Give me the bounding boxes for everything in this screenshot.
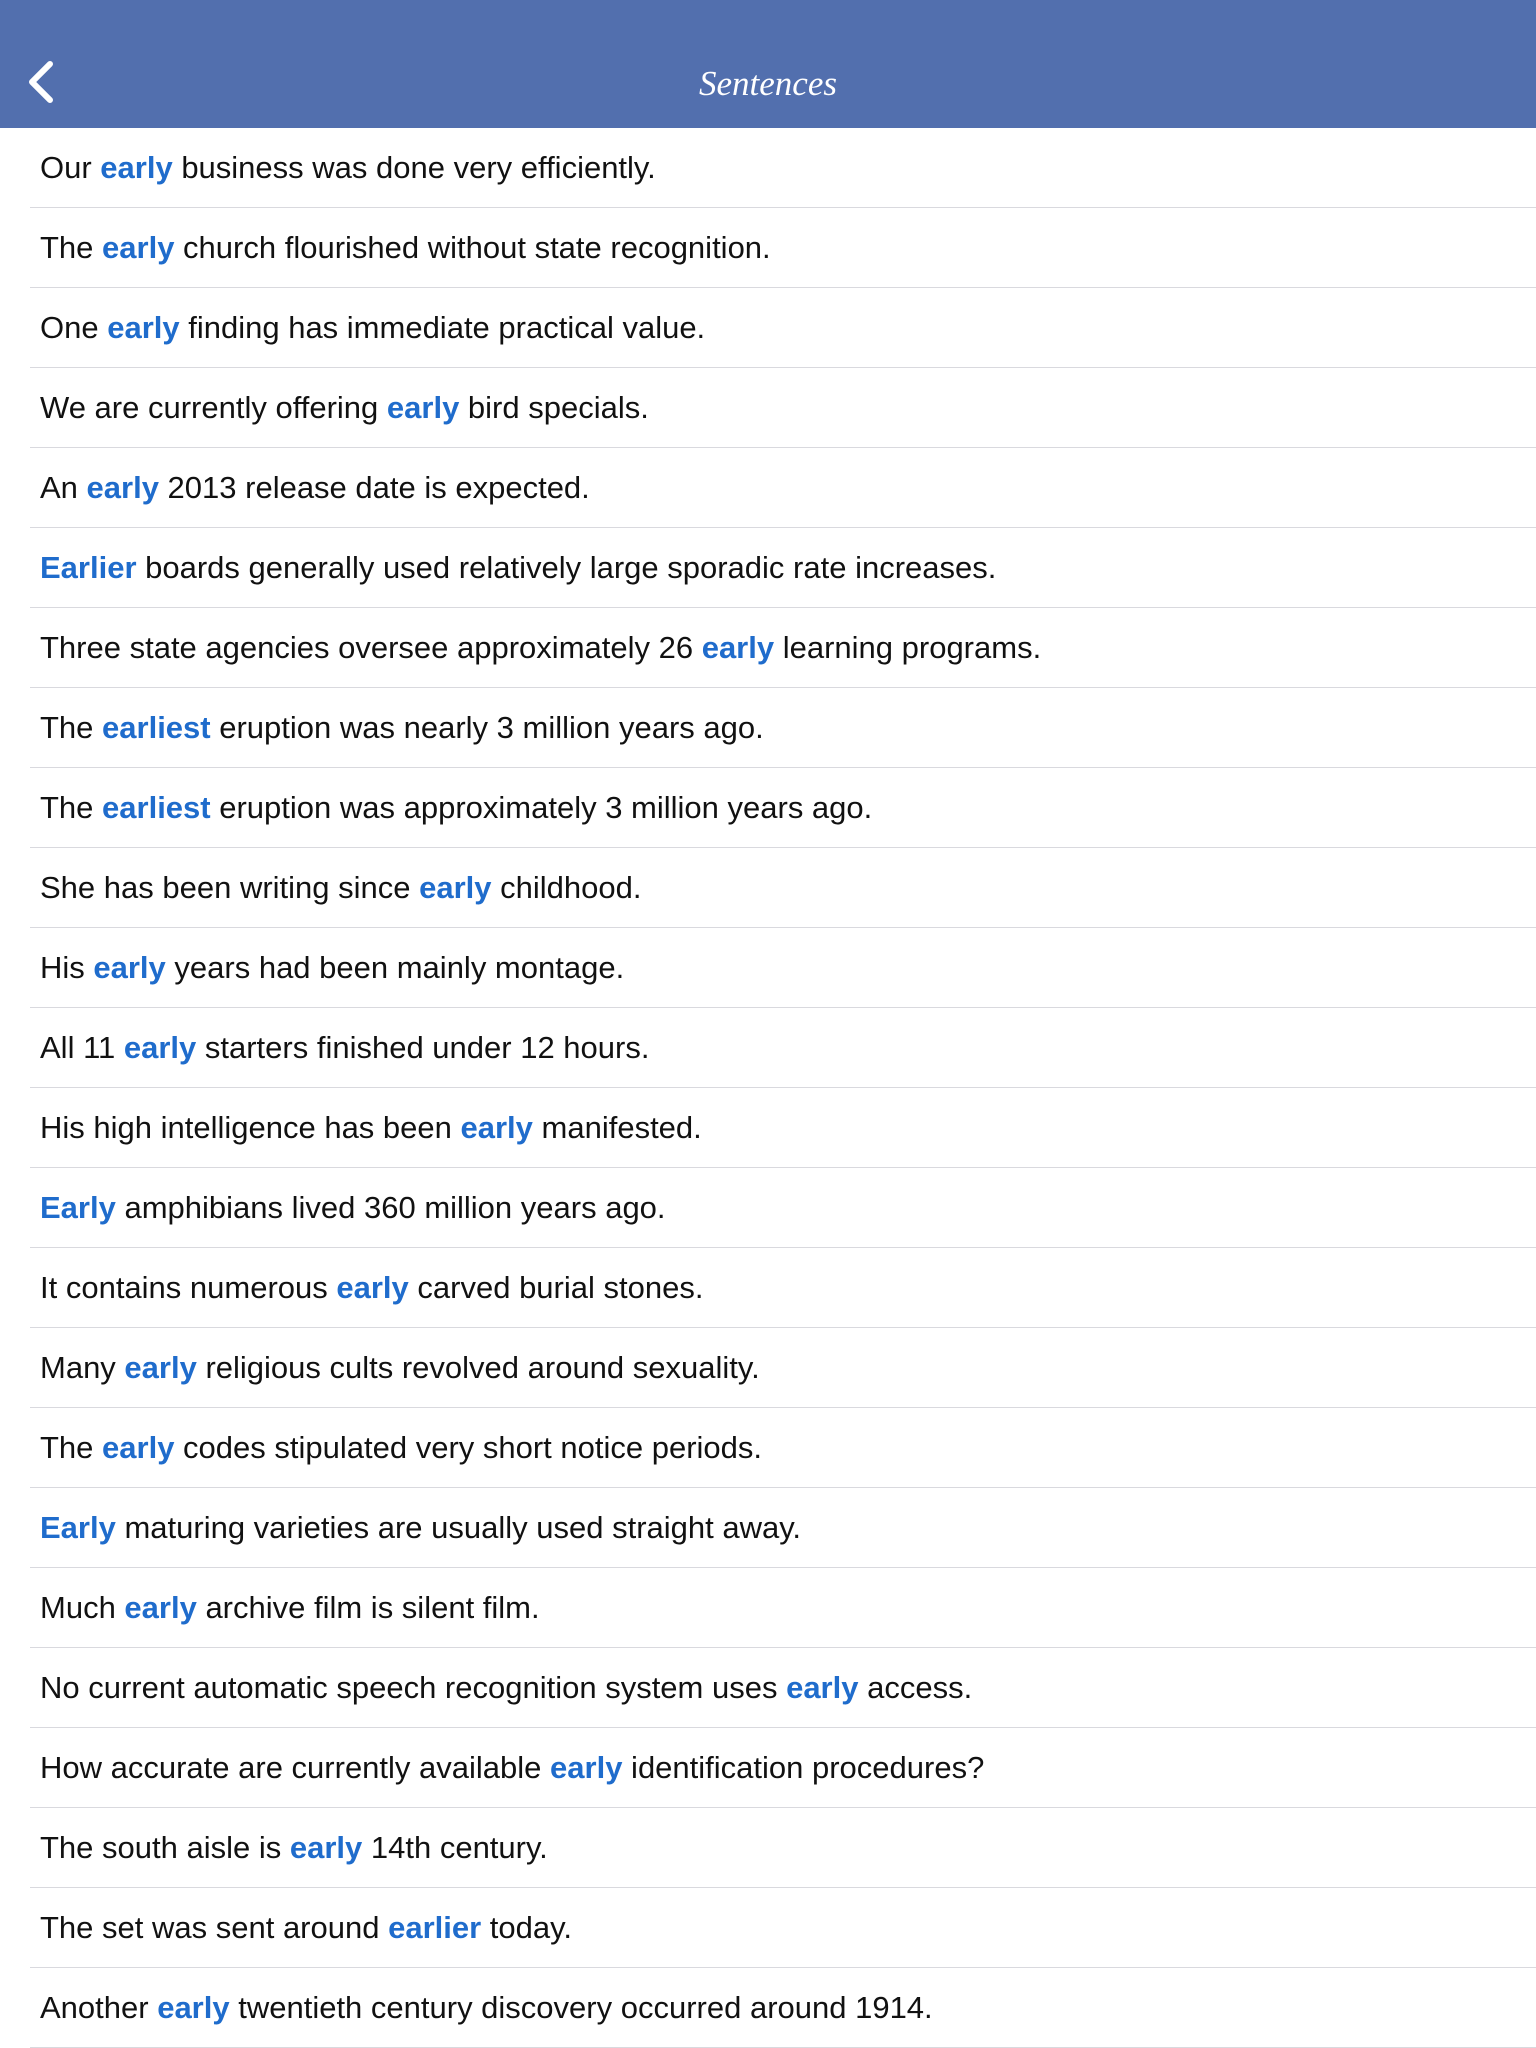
sentence-row[interactable] <box>30 1568 1536 1648</box>
sentence-keyword: early <box>93 949 166 985</box>
sentence-text-after: identification procedures? <box>622 1749 985 1785</box>
sentence-text-before: Our <box>40 149 101 185</box>
sentence-row[interactable] <box>30 768 1536 848</box>
sentence-text-before: An <box>40 469 87 505</box>
sentence-keyword: early <box>107 309 180 345</box>
sentence-list <box>0 128 1536 2048</box>
sentence-keyword: early <box>786 1669 859 1705</box>
sentence-row[interactable] <box>30 1808 1536 1888</box>
sentence-text-before: His <box>40 949 94 985</box>
sentence-row[interactable] <box>30 1168 1536 1248</box>
sentence-text-before: She has been writing since <box>40 869 420 905</box>
sentence-keyword: Early <box>40 1509 116 1545</box>
sentence-text-after: today. <box>481 1909 572 1945</box>
sentence-row[interactable] <box>30 1888 1536 1968</box>
sentence-text-before: The <box>40 1429 103 1465</box>
sentence-keyword: early <box>102 229 175 265</box>
sentence-row[interactable] <box>30 1488 1536 1568</box>
sentence-text-before: We are currently offering <box>40 389 387 425</box>
sentence-text-before: How accurate are currently available <box>40 1749 551 1785</box>
sentence-text-after: finding has immediate practical value. <box>179 309 706 345</box>
sentence-text-after: archive film is silent film. <box>196 1589 540 1625</box>
sentence-text-before: Another <box>40 1989 158 2025</box>
sentence-text-before: The <box>40 789 103 825</box>
sentence-text-before: His high intelligence has been <box>40 1109 461 1145</box>
page-title: Sentences <box>699 64 837 103</box>
sentence-keyword: early <box>100 149 173 185</box>
sentence-row[interactable] <box>30 1728 1536 1808</box>
sentence-keyword: early <box>124 1349 197 1385</box>
sentence-text-before: It contains numerous <box>40 1269 337 1305</box>
sentence-row[interactable] <box>30 368 1536 448</box>
sentence-text-before: Many <box>40 1349 125 1385</box>
sentence-row[interactable] <box>30 448 1536 528</box>
sentence-text-before: The set was sent around <box>40 1909 389 1945</box>
sentence-text-after: carved burial stones. <box>408 1269 704 1305</box>
sentence-keyword: early <box>419 869 492 905</box>
sentence-text-after: years had been mainly montage. <box>165 949 625 985</box>
sentence-keyword: early <box>386 389 460 425</box>
sentence-text-before: The south aisle is <box>40 1829 290 1865</box>
sentence-text-after: manifested. <box>532 1109 702 1145</box>
sentence-text-after: learning programs. <box>774 629 1042 665</box>
sentence-text-before: The <box>40 709 103 745</box>
sentence-keyword: Earlier <box>40 549 137 585</box>
sentence-text-after: bird specials. <box>459 389 649 425</box>
sentence-text-after: business was done very efficiently. <box>172 149 656 185</box>
sentence-keyword: early <box>550 1749 623 1785</box>
sentence-text-before: No current automatic speech recognition system uses <box>40 1669 787 1705</box>
sentence-row[interactable] <box>30 1008 1536 1088</box>
sentence-row[interactable] <box>30 608 1536 688</box>
sentence-text-after: amphibians lived 360 million years ago. <box>115 1189 666 1225</box>
sentence-keyword: earlier <box>388 1909 482 1945</box>
sentence-keyword: earliest <box>102 789 211 825</box>
sentence-row[interactable] <box>30 288 1536 368</box>
sentence-keyword: early <box>123 1029 197 1065</box>
sentence-row[interactable] <box>30 208 1536 288</box>
sentence-text-after: 14th century. <box>362 1829 548 1865</box>
sentence-text-after: twentieth century discovery occurred around 1914. <box>229 1989 933 2025</box>
sentence-keyword: early <box>701 629 775 665</box>
sentence-keyword: early <box>460 1109 533 1145</box>
sentence-keyword: early <box>124 1589 197 1625</box>
sentence-row[interactable] <box>30 1328 1536 1408</box>
sentence-row[interactable] <box>30 128 1536 208</box>
sentence-text-after: religious cults revolved around sexuality. <box>196 1349 760 1385</box>
sentence-keyword: early <box>86 469 159 505</box>
sentence-text-after: codes stipulated very short notice periods. <box>174 1429 763 1465</box>
sentence-text-before: All 11 <box>40 1029 124 1065</box>
sentence-text-after: starters finished under 12 hours. <box>196 1029 650 1065</box>
sentence-row[interactable] <box>30 1968 1536 2048</box>
sentence-row[interactable] <box>30 848 1536 928</box>
sentence-row[interactable] <box>30 1248 1536 1328</box>
sentence-text-before: Much <box>40 1589 125 1625</box>
sentence-keyword: early <box>157 1989 230 2025</box>
sentence-text-after: access. <box>858 1669 973 1705</box>
sentence-row[interactable] <box>30 528 1536 608</box>
sentence-keyword: early <box>102 1429 175 1465</box>
sentence-keyword: early <box>289 1829 363 1865</box>
sentence-row[interactable] <box>30 928 1536 1008</box>
sentence-text-after: eruption was approximately 3 million years ago. <box>210 789 873 825</box>
sentence-text-before: Three state agencies oversee approximately 26 <box>40 629 702 665</box>
sentence-keyword: earliest <box>102 709 211 745</box>
sentence-keyword: Early <box>40 1189 116 1225</box>
sentence-keyword: early <box>336 1269 409 1305</box>
sentence-text-after: church flourished without state recognition. <box>174 229 771 265</box>
sentence-row[interactable] <box>30 1408 1536 1488</box>
navigation-bar <box>0 0 1536 128</box>
sentence-text-before: The <box>40 229 103 265</box>
sentence-text-after: eruption was nearly 3 million years ago. <box>210 709 764 745</box>
sentence-text-before: One <box>40 309 108 345</box>
sentence-text-after: childhood. <box>491 869 642 905</box>
sentence-text-after: maturing varieties are usually used straight away. <box>115 1509 802 1545</box>
sentence-text-after: 2013 release date is expected. <box>158 469 590 505</box>
sentence-row[interactable] <box>30 1088 1536 1168</box>
sentence-row[interactable] <box>30 688 1536 768</box>
sentence-row[interactable] <box>30 1648 1536 1728</box>
sentence-text-after: boards generally used relatively large sporadic rate increases. <box>136 549 997 585</box>
